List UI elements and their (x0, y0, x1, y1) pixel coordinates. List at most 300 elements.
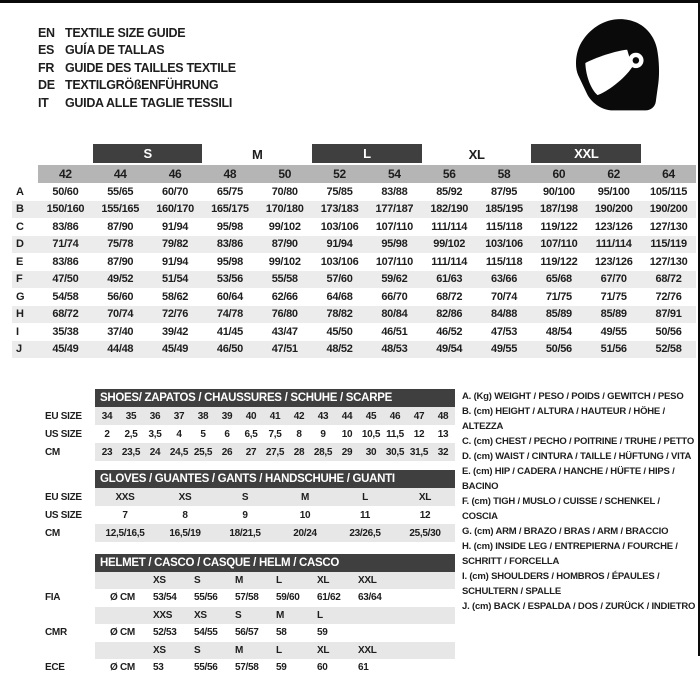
legend-text: ARM / BRAZO / BRAS / ARM / BRACCIO (495, 526, 669, 537)
numeric-size: 54 (367, 165, 422, 183)
measurement-value: 70/74 (93, 306, 148, 324)
shoes-value: 45 (365, 410, 377, 422)
legend-key: C. (462, 436, 472, 447)
shoes-value: 34 (101, 410, 113, 422)
measurement-value: 103/106 (320, 255, 359, 268)
measurement-value: 83/86 (202, 236, 257, 254)
measurement-value: 45/50 (326, 325, 353, 338)
numeric-size: 46 (148, 165, 203, 183)
measurement-letter: D (12, 236, 38, 254)
measurement-value: 47/50 (38, 271, 93, 289)
helmet-values (95, 624, 455, 642)
guide-title: TEXTILGRÖßENFÜHRUNG (65, 78, 219, 93)
measurement-value: 111/114 (431, 220, 468, 233)
measurement-value: 46/52 (436, 325, 463, 338)
gloves-section-title: GLOVES / GUANTES / GANTS / HANDSCHUHE / GUANTI (100, 473, 395, 485)
gloves-value: 12 (419, 509, 431, 521)
shoes-value: 31,5 (409, 446, 429, 458)
measurement-value: 51/54 (148, 271, 203, 289)
helmet-value: 55/56 (194, 592, 218, 604)
helmet-size-label: L (276, 574, 282, 586)
helmet-sizes-row (45, 607, 455, 625)
helmet-sizes-row (45, 572, 455, 590)
diameter-unit-label: Ø CM (110, 592, 135, 604)
numeric-size: 64 (641, 165, 696, 183)
shoes-row-values (95, 425, 455, 443)
measurement-value: 83/88 (381, 185, 408, 198)
measurement-row (12, 341, 696, 359)
helmet-size-label: XXL (358, 574, 377, 586)
measurement-value: 46/51 (381, 325, 408, 338)
measurement-value: 91/94 (162, 255, 189, 268)
shoes-value: 39 (221, 410, 233, 422)
gloves-value: 7 (122, 509, 128, 521)
measurement-value: 47/51 (257, 341, 312, 359)
measurement-value: 65/75 (216, 185, 243, 198)
measurement-value: 49/54 (422, 341, 477, 359)
legend-item (462, 434, 698, 449)
language-title-list (38, 24, 236, 112)
gloves-value: L (362, 491, 368, 503)
gloves-section-bar (95, 470, 455, 488)
measurement-value: 79/82 (148, 236, 203, 254)
size-group-label: M (252, 147, 263, 162)
measurement-value: 61/63 (422, 271, 477, 289)
numeric-size: 62 (586, 165, 641, 183)
shoes-value: 12 (413, 428, 425, 440)
measurement-value: 49/55 (600, 325, 627, 338)
row-label: EU SIZE (45, 491, 82, 503)
numeric-size: 60 (531, 165, 586, 183)
size-group-row (12, 144, 696, 165)
language-row (38, 42, 236, 60)
shoes-value: 29 (341, 446, 353, 458)
language-code: IT (38, 95, 49, 110)
legend-text: INSIDE LEG / ENTREPIERNA / FOURCHE / SCHRITT / FORCELLA (462, 541, 678, 567)
shoes-size-table (45, 389, 455, 461)
row-label: CM (45, 527, 60, 539)
measurement-value: 62/66 (271, 290, 298, 303)
helmet-value: 58 (276, 627, 287, 639)
measurement-value: 165/175 (202, 201, 257, 219)
measurement-value: 115/118 (485, 255, 523, 268)
helmet-value: 59 (317, 627, 328, 639)
legend-text: WEIGHT / PESO / POIDS / GEWITCH / PESO (494, 391, 684, 402)
measurement-value: 119/122 (540, 255, 578, 268)
shoes-value: 30,5 (385, 446, 405, 458)
standard-label: ECE (45, 662, 65, 674)
gloves-size-table (45, 470, 455, 542)
helmet-value: 63/64 (358, 592, 382, 604)
language-row (38, 77, 236, 95)
measurement-value: 87/91 (641, 306, 696, 324)
helmet-value: 53/54 (153, 592, 177, 604)
legend-key: H. (462, 541, 472, 552)
gloves-value: M (300, 491, 310, 503)
numeric-size: 42 (38, 165, 93, 183)
guide-title: GUÍA DE TALLAS (65, 43, 165, 58)
measurement-value: 43/47 (271, 325, 298, 338)
textile-size-table (12, 144, 696, 358)
measurement-letter: E (12, 253, 38, 271)
guide-title: GUIDA ALLE TAGLIE TESSILI (65, 95, 233, 110)
measurement-value: 87/90 (107, 220, 134, 233)
shoes-value: 30 (365, 446, 377, 458)
helmet-value: 61/62 (317, 592, 341, 604)
guide-title: TEXTILE SIZE GUIDE (65, 25, 186, 40)
measurement-value: 190/200 (586, 201, 641, 219)
helmet-value: 54/55 (194, 627, 218, 639)
row-label: US SIZE (45, 428, 82, 440)
numeric-size: 48 (202, 165, 257, 183)
measurement-value: 82/86 (422, 306, 477, 324)
helmet-size-label: XL (317, 574, 330, 586)
measurement-value: 57/60 (312, 271, 367, 289)
helmet-size-label: XS (153, 644, 166, 656)
gloves-row-values (95, 506, 455, 524)
standard-label: FIA (45, 592, 61, 604)
measurement-row (12, 288, 696, 306)
measurement-row (12, 183, 696, 201)
measurement-letter: A (12, 183, 38, 201)
numeric-size: 58 (477, 165, 532, 183)
legend-item (462, 524, 698, 539)
helmet-value: 56/57 (235, 627, 259, 639)
measurement-value: 103/106 (477, 236, 532, 254)
measurement-value: 160/170 (148, 201, 203, 219)
measurement-value: 127/130 (649, 255, 688, 268)
measurement-value: 56/60 (107, 290, 134, 303)
legend-text: WAIST / CINTURA / TAILLE / HÜFTUNG / VITA (495, 451, 692, 462)
gloves-row (45, 488, 455, 506)
gloves-value: 11 (360, 509, 370, 521)
legend-unit: (cm) (471, 496, 491, 507)
measurement-value: 75/78 (93, 236, 148, 254)
shoes-value: 40 (245, 410, 257, 422)
measurement-value: 74/78 (202, 306, 257, 324)
shoes-value: 28,5 (313, 446, 333, 458)
helmet-value: 53 (153, 662, 164, 674)
shoes-row-values (95, 407, 455, 425)
gloves-value: XL (418, 491, 432, 503)
helmet-size-label: M (276, 609, 285, 621)
legend-unit: (cm) (473, 406, 493, 417)
measurement-value: 85/89 (586, 306, 641, 324)
gloves-value: 20/24 (293, 527, 317, 539)
measurement-value: 155/165 (93, 201, 148, 219)
helmet-size-label: S (194, 644, 201, 656)
legend-item (462, 539, 698, 569)
measurement-value: 54/58 (52, 290, 79, 303)
shoes-value: 23,5 (121, 446, 141, 458)
measurement-row (12, 218, 696, 236)
measurement-value: 72/76 (148, 306, 203, 324)
shoes-value: 11,5 (386, 428, 404, 440)
numeric-size: 44 (93, 165, 148, 183)
measurement-value: 99/102 (268, 255, 301, 268)
helmet-value: 59 (276, 662, 287, 674)
shoes-value: 24,5 (169, 446, 189, 458)
legend-key: G. (462, 526, 472, 537)
shoes-value: 23 (101, 446, 113, 458)
group-spacer (641, 144, 696, 165)
legend-unit: (cm) (474, 526, 494, 537)
shoes-value: 4 (176, 428, 182, 440)
measurement-value: 119/122 (540, 220, 578, 233)
measurement-value: 76/80 (257, 306, 312, 324)
diameter-unit-label: Ø CM (110, 627, 135, 639)
measurement-row (12, 306, 696, 324)
language-row (38, 59, 236, 77)
measurement-value: 107/110 (531, 236, 586, 254)
guide-title: GUIDE DES TAILLES TEXTILE (65, 60, 236, 75)
shoes-value: 6 (224, 428, 230, 440)
measurement-row (12, 201, 696, 219)
measurement-row (12, 236, 696, 254)
measurement-value: 80/84 (367, 306, 422, 324)
measurement-value: 66/70 (381, 290, 408, 303)
row-label: EU SIZE (45, 410, 82, 422)
helmet-value: 59/60 (276, 592, 300, 604)
helmet-value: 61 (358, 662, 369, 674)
measurement-value: 99/102 (422, 236, 477, 254)
measurement-value: 48/53 (367, 341, 422, 359)
measurement-legend (462, 389, 698, 614)
shoes-value: 36 (149, 410, 161, 422)
legend-item (462, 569, 698, 599)
size-group-label: XL (468, 147, 485, 162)
helmet-section-title: HELMET / CASCO / CASQUE / HELM / CASCO (100, 556, 340, 569)
legend-unit: (cm) (473, 451, 493, 462)
legend-text: TIGH / MUSLO / CUISSE / SCHENKEL / COSCIA (462, 496, 660, 522)
shoes-row (45, 407, 455, 425)
legend-text: BACK / ESPALDA / DOS / ZURÜCK / INDIETRO (493, 601, 696, 612)
language-code: ES (38, 43, 55, 58)
measurement-value: 50/60 (52, 185, 79, 198)
measurement-value: 185/195 (477, 201, 532, 219)
measurement-value: 177/187 (367, 201, 422, 219)
shoes-value: 2 (104, 428, 110, 440)
measurement-value: 45/49 (148, 341, 203, 359)
measurement-value: 53/56 (202, 271, 257, 289)
gloves-value: 16,5/19 (169, 527, 201, 539)
measurement-value: 95/98 (216, 255, 243, 268)
legend-item (462, 494, 698, 524)
measurement-value: 71/75 (600, 290, 627, 303)
measurement-value: 49/55 (477, 341, 532, 359)
shoes-value: 46 (389, 410, 401, 422)
shoes-value: 10,5 (361, 428, 381, 440)
gloves-value: XS (178, 491, 192, 503)
helmet-value: 57/58 (235, 592, 259, 604)
size-group-label: L (312, 144, 422, 163)
measurement-value: 87/90 (107, 255, 134, 268)
legend-key: B. (462, 406, 472, 417)
helmet-size-table (45, 554, 455, 677)
measurement-row (12, 323, 696, 341)
gloves-value: 23/26,5 (349, 527, 381, 539)
measurement-value: 51/56 (586, 341, 641, 359)
measurement-value: 173/183 (312, 201, 367, 219)
gloves-value: 10 (299, 509, 311, 521)
shoes-row (45, 425, 455, 443)
shoes-value: 10 (341, 428, 353, 440)
measurement-value: 190/200 (641, 201, 696, 219)
legend-key: A. (462, 391, 472, 402)
shoes-row-values (95, 443, 455, 461)
measurement-letter: H (12, 306, 38, 324)
measurement-value: 87/90 (257, 236, 312, 254)
measurement-value: 83/86 (52, 255, 79, 268)
helmet-value: 57/58 (235, 662, 259, 674)
measurement-value: 83/86 (52, 220, 79, 233)
shoes-value: 48 (437, 410, 449, 422)
measurement-value: 95/98 (216, 220, 243, 233)
gloves-value: 9 (242, 509, 248, 521)
measurement-value: 75/85 (326, 185, 353, 198)
helmet-size-label: S (235, 609, 242, 621)
shoes-value: 2,5 (124, 428, 138, 440)
lower-tables (45, 389, 455, 677)
size-group-cell (531, 144, 641, 165)
size-group-cell (202, 144, 312, 165)
legend-item (462, 449, 698, 464)
measurement-value: 91/94 (162, 220, 189, 233)
helmet-sizes (95, 642, 455, 660)
measurement-value: 60/64 (216, 290, 243, 303)
size-group-label: XXL (531, 144, 641, 163)
shoes-value: 28 (293, 446, 305, 458)
helmet-size-label: M (235, 574, 244, 586)
helmet-values (95, 589, 455, 607)
measurement-letter: F (12, 271, 38, 289)
measurement-value: 70/74 (491, 290, 518, 303)
shoes-value: 26 (221, 446, 233, 458)
size-group-cell (93, 144, 203, 165)
helmet-icon (572, 16, 664, 114)
measurement-value: 71/75 (545, 290, 572, 303)
size-group-cell (422, 144, 532, 165)
measurement-value: 85/92 (436, 185, 463, 198)
gloves-row-values (95, 524, 455, 542)
gloves-row-values (95, 488, 455, 506)
shoes-value: 27,5 (265, 446, 285, 458)
gloves-value: S (241, 491, 249, 503)
legend-text: SHOULDERS / HOMBROS / ÉPAULES / SCHULTERN / SPALLE (462, 571, 660, 597)
helmet-size-label: XXL (358, 644, 377, 656)
helmet-sizes-row (45, 642, 455, 660)
legend-item (462, 464, 698, 494)
legend-unit: (cm) (473, 436, 493, 447)
measurement-value: 44/48 (93, 341, 148, 359)
helmet-values (95, 659, 455, 677)
numeric-size: 50 (257, 165, 312, 183)
numeric-size: 56 (422, 165, 477, 183)
measurement-value: 78/82 (312, 306, 367, 324)
measurement-value: 47/53 (491, 325, 518, 338)
measurement-value: 55/65 (107, 185, 134, 198)
legend-key: D. (462, 451, 472, 462)
shoes-value: 37 (173, 410, 185, 422)
helmet-values-row (45, 624, 455, 642)
shoes-value: 27 (245, 446, 257, 458)
measurement-value: 68/72 (641, 271, 696, 289)
measurement-value: 115/119 (641, 236, 696, 254)
shoes-value: 25,5 (193, 446, 213, 458)
size-group-label: S (93, 144, 203, 163)
helmet-size-label: XXS (153, 609, 173, 621)
top-border (0, 0, 700, 3)
shoes-value: 35 (125, 410, 137, 422)
measurement-value: 45/49 (38, 341, 93, 359)
measurement-value: 46/50 (202, 341, 257, 359)
numeric-size: 52 (312, 165, 367, 183)
legend-text: HIP / CADERA / HANCHE / HÜFTE / HIPS / BACINO (462, 466, 675, 492)
shoes-value: 32 (437, 446, 449, 458)
measurement-value: 50/56 (531, 341, 586, 359)
diameter-unit-label: Ø CM (110, 662, 135, 674)
legend-item (462, 599, 698, 614)
helmet-section-bar (95, 554, 455, 572)
helmet-size-label: S (194, 574, 201, 586)
helmet-header-row (45, 554, 455, 572)
measurement-value: 99/102 (268, 220, 301, 233)
measurement-value: 55/58 (257, 271, 312, 289)
measurement-value: 115/118 (485, 220, 523, 233)
measurement-value: 37/40 (107, 325, 134, 338)
measurement-value: 187/198 (531, 201, 586, 219)
measurement-value: 58/62 (162, 290, 189, 303)
measurement-value: 84/88 (477, 306, 532, 324)
numeric-size-row (12, 165, 696, 183)
measurement-value: 123/126 (594, 220, 633, 233)
legend-text: HEIGHT / ALTURA / HAUTEUR / HÖHE / ALTEZZA (462, 406, 665, 432)
measurement-value: 67/70 (586, 271, 641, 289)
measurement-value: 39/42 (162, 325, 189, 338)
shoes-value: 7,5 (268, 428, 282, 440)
measurement-value: 71/74 (38, 236, 93, 254)
measurement-letter: G (12, 288, 38, 306)
measurement-value: 65/68 (531, 271, 586, 289)
legend-key: J. (462, 601, 470, 612)
helmet-size-label: M (235, 644, 244, 656)
helmet-value: 55/56 (194, 662, 218, 674)
shoes-value: 13 (437, 428, 449, 440)
shoes-row (45, 443, 455, 461)
shoes-value: 47 (413, 410, 425, 422)
gloves-value: 25,5/30 (409, 527, 441, 539)
measurement-value: 127/130 (649, 220, 688, 233)
measurement-value: 64/68 (326, 290, 353, 303)
shoes-value: 43 (317, 410, 329, 422)
gloves-value: 18/21,5 (229, 527, 261, 539)
shoes-header-row (45, 389, 455, 407)
gloves-value: 8 (182, 509, 188, 521)
shoes-value: 44 (341, 410, 353, 422)
measurement-value: 50/56 (655, 325, 682, 338)
measurement-letter: I (12, 323, 38, 341)
helmet-sizes (95, 607, 455, 625)
measurement-row (12, 253, 696, 271)
measurement-value: 95/100 (597, 185, 630, 198)
measurement-value: 49/52 (93, 271, 148, 289)
measurement-value: 70/80 (271, 185, 298, 198)
language-code: DE (38, 78, 55, 93)
measurement-letter: B (12, 201, 38, 219)
measurement-value: 107/110 (375, 220, 413, 233)
measurement-value: 91/94 (312, 236, 367, 254)
legend-item (462, 404, 698, 434)
